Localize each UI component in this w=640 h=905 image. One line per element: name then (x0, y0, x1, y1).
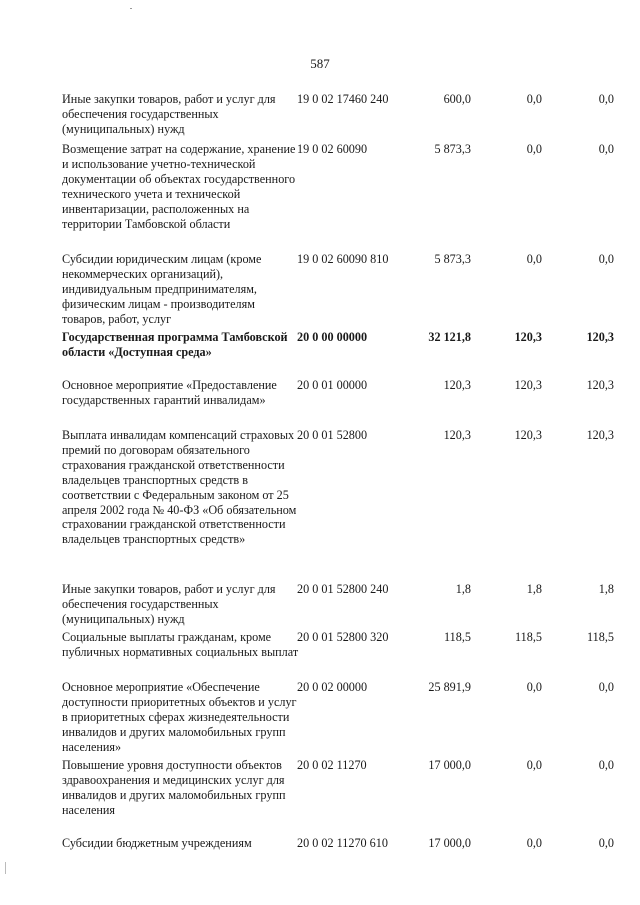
row-value-2: 1,8 (526, 582, 542, 596)
row-code: 20 0 01 52800 (297, 428, 368, 442)
row-value-1: 17 000,0 (428, 758, 471, 772)
row-value-2: 120,3 (514, 330, 542, 344)
row-value-3: 0,0 (598, 836, 614, 850)
row-value-1: 118,5 (444, 630, 471, 644)
row-value-2: 120,3 (514, 428, 542, 442)
row-name: Социальные выплаты гражданам, кроме публичных нормативных социальных выплат (62, 630, 299, 659)
row-code: 19 0 02 60090 (297, 142, 368, 156)
row-value-1: 1,8 (455, 582, 471, 596)
row-code: 20 0 00 00000 (297, 330, 368, 344)
row-name: Иные закупки товаров, работ и услуг для обеспечения государственных (муниципальных) нужд (62, 582, 276, 626)
row-value-1: 5 873,3 (434, 142, 471, 156)
row-code: 20 0 02 11270 610 (297, 836, 388, 850)
row-value-3: 1,8 (598, 582, 614, 596)
row-value-2: 118,5 (515, 630, 542, 644)
row-value-1: 600,0 (443, 92, 471, 106)
row-name: Возмещение затрат на содержание, хранение и использование учетно-технической документации об объектах государственного технического учета и технической инвентаризации, расположенных на территории Тамбовской области (62, 142, 296, 231)
row-code: 19 0 02 17460 240 (297, 92, 389, 106)
row-name: Субсидии бюджетным учреждениям (62, 836, 252, 850)
row-code: 20 0 01 00000 (297, 378, 368, 392)
row-value-2: 120,3 (514, 378, 542, 392)
row-code: 19 0 02 60090 810 (297, 252, 389, 266)
row-value-3: 0,0 (598, 680, 614, 694)
row-name: Основное мероприятие «Обеспечение доступности приоритетных объектов и услуг в приоритетных сферах жизнедеятельности инвалидов и других маломобильных групп населения» (62, 680, 297, 754)
row-name: Основное мероприятие «Предоставление государственных гарантий инвалидам» (62, 378, 277, 407)
row-value-2: 0,0 (526, 252, 542, 266)
row-value-2: 0,0 (526, 836, 542, 850)
row-value-2: 0,0 (526, 758, 542, 772)
row-code: 20 0 01 52800 240 (297, 582, 389, 596)
row-value-3: 0,0 (598, 142, 614, 156)
row-value-3: 120,3 (586, 330, 614, 344)
row-name: Выплата инвалидам компенсаций страховых премий по договорам обязательного страхования гражданской ответственности владельцев транспортных средств в соответствии с Федеральным законом от 25 апреля 2002 года № 40-ФЗ «Об обязательном страховании гражданской ответственности владельцев транспортных средств» (62, 428, 297, 547)
row-value-1: 120,3 (443, 428, 471, 442)
row-value-3: 0,0 (598, 758, 614, 772)
row-value-1: 5 873,3 (434, 252, 471, 266)
page-number: 587 (310, 56, 330, 71)
row-value-2: 0,0 (526, 680, 542, 694)
row-value-3: 118,5 (587, 630, 614, 644)
row-value-1: 120,3 (443, 378, 471, 392)
row-value-1: 17 000,0 (428, 836, 471, 850)
row-value-3: 120,3 (586, 378, 614, 392)
row-code: 20 0 02 00000 (297, 680, 368, 694)
row-name: Повышение уровня доступности объектов здравоохранения и медицинских услуг для инвалидов и других маломобильных групп населения (62, 758, 286, 817)
row-value-1: 32 121,8 (428, 330, 471, 344)
row-code: 20 0 02 11270 (297, 758, 367, 772)
row-value-3: 0,0 (598, 252, 614, 266)
row-value-1: 25 891,9 (428, 680, 471, 694)
row-code: 20 0 01 52800 320 (297, 630, 389, 644)
row-value-3: 0,0 (598, 92, 614, 106)
row-value-3: 120,3 (586, 428, 614, 442)
row-name: Государственная программа Тамбовской области «Доступная среда» (62, 330, 288, 359)
row-name: Субсидии юридическим лицам (кроме некоммерческих организаций), индивидуальным предпринимателям, физическим лицам - производителям товаров, работ, услуг (62, 252, 262, 326)
row-value-2: 0,0 (526, 142, 542, 156)
row-value-2: 0,0 (526, 92, 542, 106)
row-name: Иные закупки товаров, работ и услуг для обеспечения государственных (муниципальных) нужд (62, 92, 276, 136)
